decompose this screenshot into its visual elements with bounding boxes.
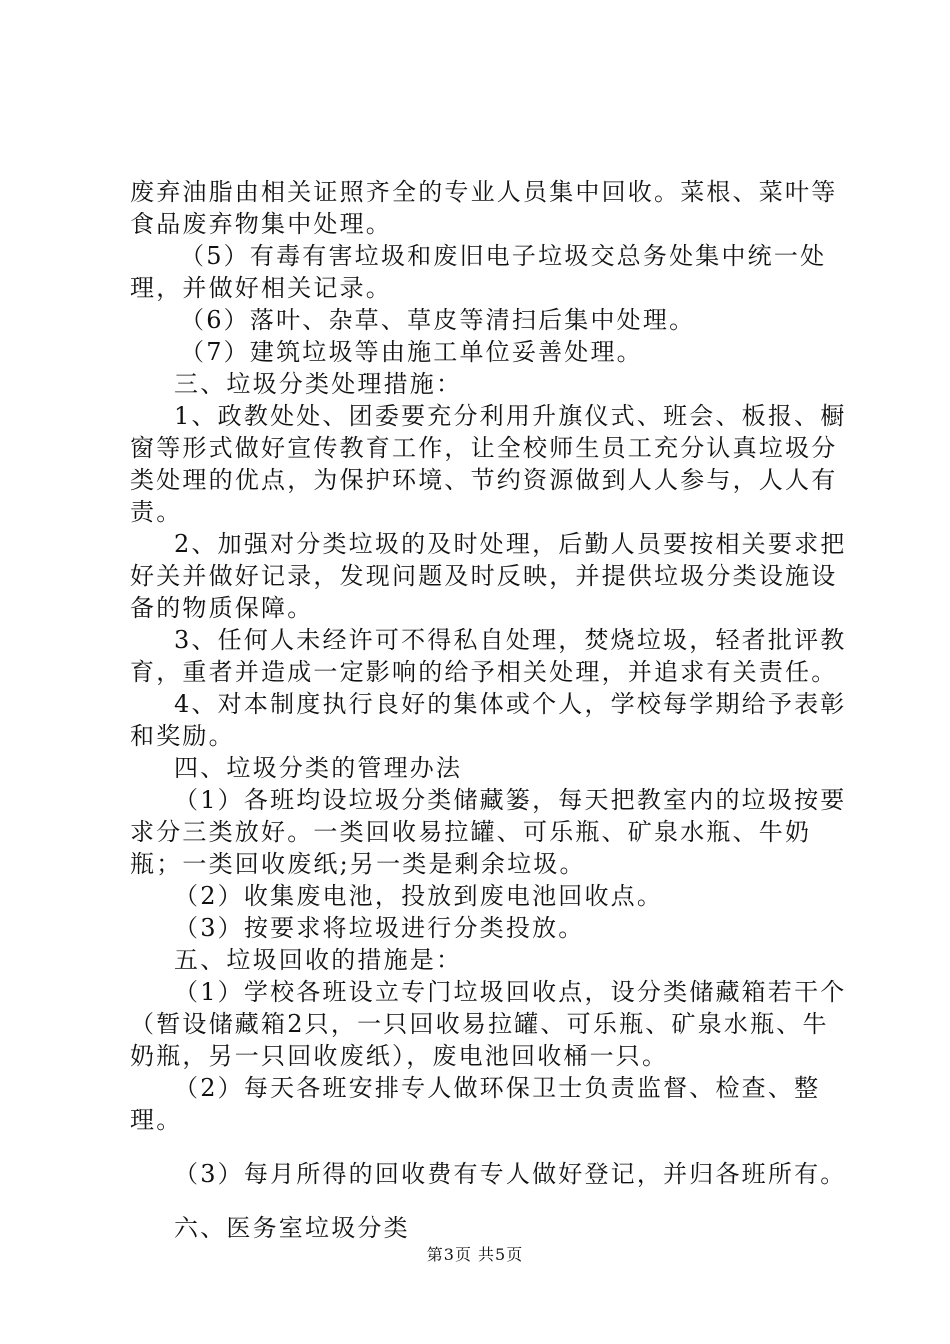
paragraph-7: 2、加强对分类垃圾的及时处理，后勤人员要按相关要求把好关并做好记录，发现问题及时反映，并提供垃圾分类设施设备的物质保障。 — [130, 530, 847, 622]
paragraph-15: （1）学校各班设立专门垃圾回收点，设分类储藏箱若干个（暂设储藏箱2只，一只回收易拉罐、可乐瓶、矿泉水瓶、牛奶瓶，另一只回收废纸），废电池回收桶一只。 — [130, 978, 847, 1070]
page-number-footer: 第3页 共5页 — [426, 1245, 524, 1264]
section-heading-5: 五、垃圾回收的措施是： — [174, 946, 463, 974]
paragraph-1: 废弃油脂由相关证照齐全的专业人员集中回收。菜根、菜叶等食品废弃物集中处理。 — [130, 178, 838, 238]
paragraph-9: 4、对本制度执行良好的集体或个人，学校每学期给予表彰和奖励。 — [130, 690, 847, 750]
paragraph-12: （2）收集废电池，投放到废电池回收点。 — [174, 882, 664, 910]
paragraph-2: （5）有毒有害垃圾和废旧电子垃圾交总务处集中统一处理，并做好相关记录。 — [130, 242, 827, 302]
section-heading-6: 六、医务室垃圾分类 — [174, 1214, 410, 1242]
paragraph-13: （3）按要求将垃圾进行分类投放。 — [174, 914, 585, 942]
section-heading-3: 三、垃圾分类处理措施： — [174, 370, 463, 398]
paragraph-4: （7）建筑垃圾等由施工单位妥善处理。 — [180, 338, 643, 366]
document-body — [130, 176, 850, 1244]
paragraph-8: 3、任何人未经许可不得私自处理，焚烧垃圾，轻者批评教育，重者并造成一定影响的给予相关处理，并追求有关责任。 — [130, 626, 847, 686]
paragraph-16: （2）每天各班安排专人做环保卫士负责监督、检查、整理。 — [130, 1074, 821, 1134]
paragraph-17: （3）每月所得的回收费有专人做好登记，并归各班所有。 — [174, 1160, 847, 1188]
paragraph-3: （6）落叶、杂草、草皮等清扫后集中处理。 — [180, 306, 696, 334]
section-heading-4: 四、垃圾分类的管理办法 — [174, 754, 463, 782]
paragraph-11: （1）各班均设垃圾分类储藏篓，每天把教室内的垃圾按要求分三类放好。一类回收易拉罐、可乐瓶、矿泉水瓶、牛奶瓶；一类回收废纸;另一类是剩余垃圾。 — [130, 786, 847, 878]
paragraph-6: 1、政教处处、团委要充分利用升旗仪式、班会、板报、橱窗等形式做好宣传教育工作，让全校师生员工充分认真垃圾分类处理的优点，为保护环境、节约资源做到人人参与，人人有责。 — [130, 402, 847, 526]
